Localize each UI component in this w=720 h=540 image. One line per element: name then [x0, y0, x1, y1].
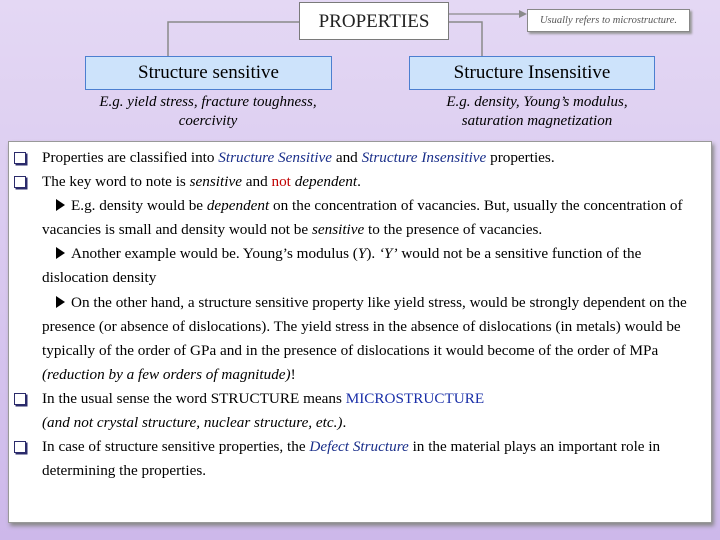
- bullet-list: [14, 146, 709, 483]
- checkbox-bullet-icon: [14, 176, 26, 188]
- bullet-structure-meaning: In the usual sense the word STRUCTURE means MICROSTRUCTURE (and not crystal structure, nuclear structure, etc.).: [14, 387, 709, 435]
- insensitive-examples-line-2: saturation magnetization: [461, 113, 613, 129]
- microstructure-note-box: Usually refers to microstructure.: [527, 9, 690, 32]
- bullet-defect-structure: In case of structure sensitive properties, the Defect Structure in the material plays an important role in determining the properties.: [14, 435, 709, 483]
- structure-sensitive-box: Structure sensitive: [85, 56, 332, 90]
- bullet-key-word: The key word to note is sensitive and not dependent.: [14, 170, 709, 194]
- arrow-bullet-icon: [56, 199, 65, 211]
- insensitive-examples: [377, 93, 697, 131]
- insensitive-examples-line-1: E.g. density, Young’s modulus,: [446, 94, 628, 110]
- sub-bullet-density: E.g. density would be dependent on the concentration of vacancies. But, usually the concentration of vacancies is small and density would not be sensitive to the presence of vacancies.: [42, 197, 683, 239]
- arrow-bullet-icon: [56, 247, 65, 259]
- sensitive-examples: [48, 93, 368, 131]
- properties-root-box: PROPERTIES: [299, 2, 449, 40]
- checkbox-bullet-icon: [14, 393, 26, 405]
- connector-left: [168, 22, 299, 56]
- arrow-bullet-icon: [56, 296, 65, 308]
- note-pointer-arrowhead: [519, 10, 527, 18]
- sensitive-examples-line-1: E.g. yield stress, fracture toughness,: [99, 94, 317, 110]
- checkbox-bullet-icon: [14, 152, 26, 164]
- structure-insensitive-box: Structure Insensitive: [409, 56, 655, 90]
- sensitive-examples-line-2: coercivity: [178, 113, 238, 129]
- sub-bullet-yield-stress: On the other hand, a structure sensitive property like yield stress, would be strongly dependent on the presence (or absence of dislocations). The yield stress in the absence of dislocations (in metals) would be typically of the order of GPa and in the presence of dislocations it would become of the order of MPa (reduction by a few orders of magnitude)!: [42, 293, 687, 383]
- sub-bullet-youngs-modulus: Another example would be. Young’s modulus (Y). ‘Y’ would not be a sensitive function of the dislocation density: [42, 245, 642, 287]
- checkbox-bullet-icon: [14, 441, 26, 453]
- connector-right: [449, 22, 482, 56]
- bullet-classification: Properties are classified into Structure Sensitive and Structure Insensitive properties.: [14, 146, 709, 170]
